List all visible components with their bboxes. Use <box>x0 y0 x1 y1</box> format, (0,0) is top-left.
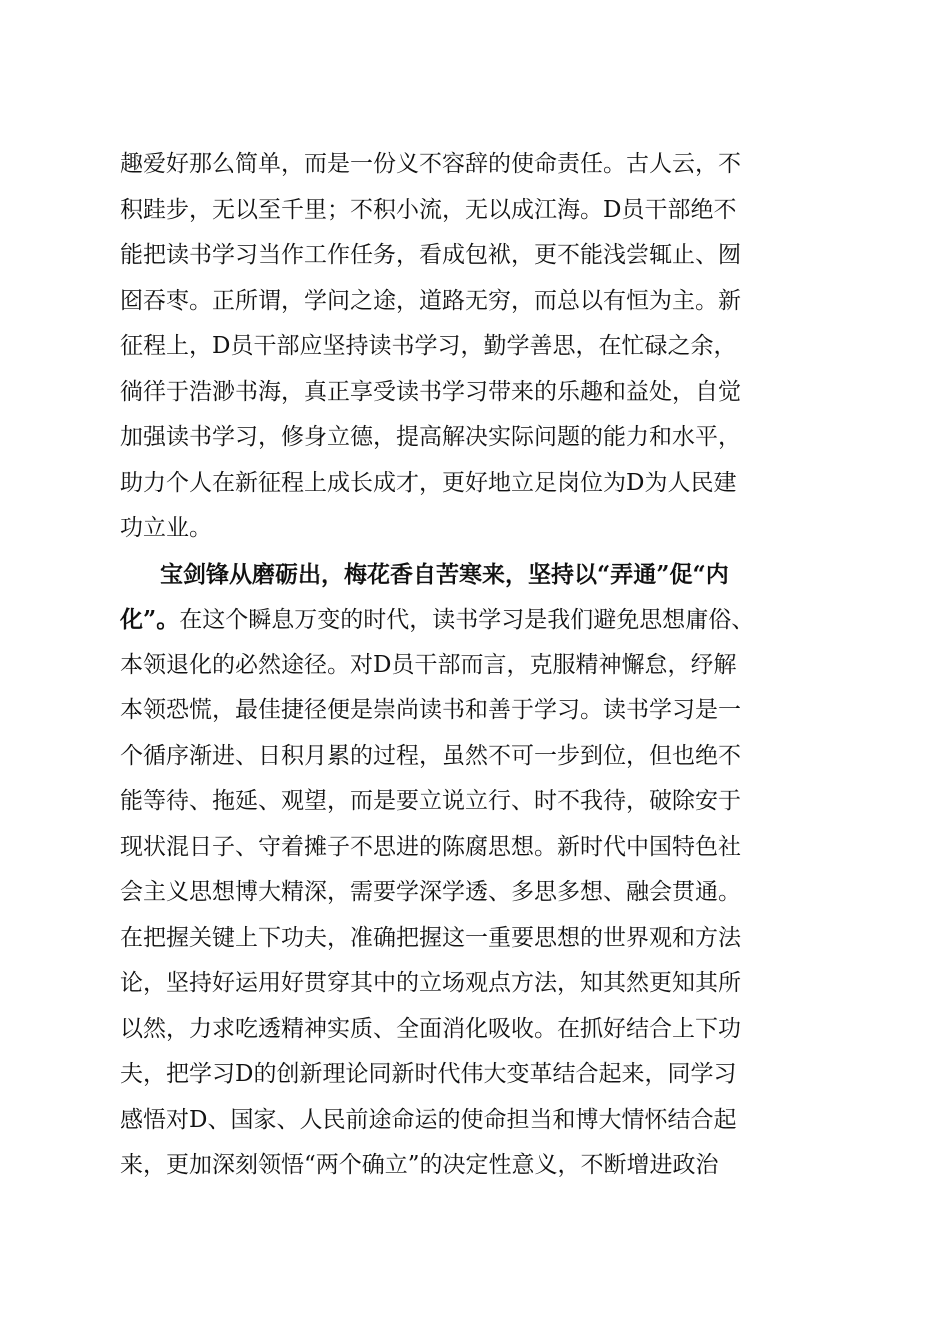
text-line <box>120 597 840 643</box>
text-line: 助力个人在新征程上成长成才，更好地立足岗位为D为人民建 <box>120 469 737 496</box>
text-line: 能等待、拖延、观望，而是要立说立行、时不我待，破除安于 <box>120 788 741 814</box>
text-line: 徜徉于浩渺书海，真正享受读书学习带来的乐趣和益处，自觉 <box>120 378 741 405</box>
text-line: 在把握关键上下功夫，准确把握这一重要思想的世界观和方法 <box>120 924 741 951</box>
text-line: 个循序渐进、日积月累的过程，虽然不可一步到位，但也绝不 <box>120 742 741 769</box>
text-line: 能把读书学习当作工作任务，看成包袱，更不能浅尝辄止、囫 <box>120 242 741 268</box>
text-line: 感悟对D、国家、人民前途命运的使命担当和博大情怀结合起 <box>120 1106 737 1133</box>
section-heading-end: 化”。 <box>120 606 180 633</box>
text-line: 会主义思想博大精深，需要学深学透、多思多想、融会贯通。 <box>120 879 741 905</box>
paragraph-1 <box>120 142 840 552</box>
text-line: 趣爱好那么简单，而是一份义不容辞的使命责任。古人云，不 <box>120 151 741 177</box>
text-line: 加强读书学习，修身立德，提高解决实际问题的能力和水平， <box>120 424 741 450</box>
text-line: 本领恐慌，最佳捷径便是崇尚读书和善于学习。读书学习是一 <box>120 697 741 723</box>
text-line: 征程上，D员干部应坚持读书学习，勤学善思，在忙碌之余， <box>120 333 737 359</box>
text-line-rest: 在这个瞬息万变的时代，读书学习是我们避免思想庸俗、 <box>179 607 755 633</box>
text-line: 夫，把学习D的创新理论同新时代伟大变革结合起来，同学习 <box>120 1061 737 1087</box>
text-line: 现状混日子、守着摊子不思进的陈腐思想。新时代中国特色社 <box>120 833 741 860</box>
text-line: 以然，力求吃透精神实质、全面消化吸收。在抓好结合上下功 <box>120 1015 741 1042</box>
text-line: 来，更加深刻领悟“两个确立”的决定性意义，不断增进政治 <box>120 1152 719 1178</box>
text-line: 积跬步，无以至千里；不积小流，无以成江海。D员干部绝不 <box>120 196 737 223</box>
text-line: 囵吞枣。正所谓，学问之途，道路无穷，而总以有恒为主。新 <box>120 287 741 314</box>
text-line: 论，坚持好运用好贯穿其中的立场观点方法，知其然更知其所 <box>120 970 741 996</box>
text-line: 本领退化的必然途径。对D员干部而言，克服精神懈怠，纾解 <box>120 651 737 678</box>
document-body <box>120 142 840 1189</box>
section-heading: 宝剑锋从磨砺出，梅花香自苦寒来，坚持以“弄通”促“内 <box>160 560 729 588</box>
text-line: 功立业。 <box>120 515 212 541</box>
paragraph-2 <box>120 552 840 1189</box>
